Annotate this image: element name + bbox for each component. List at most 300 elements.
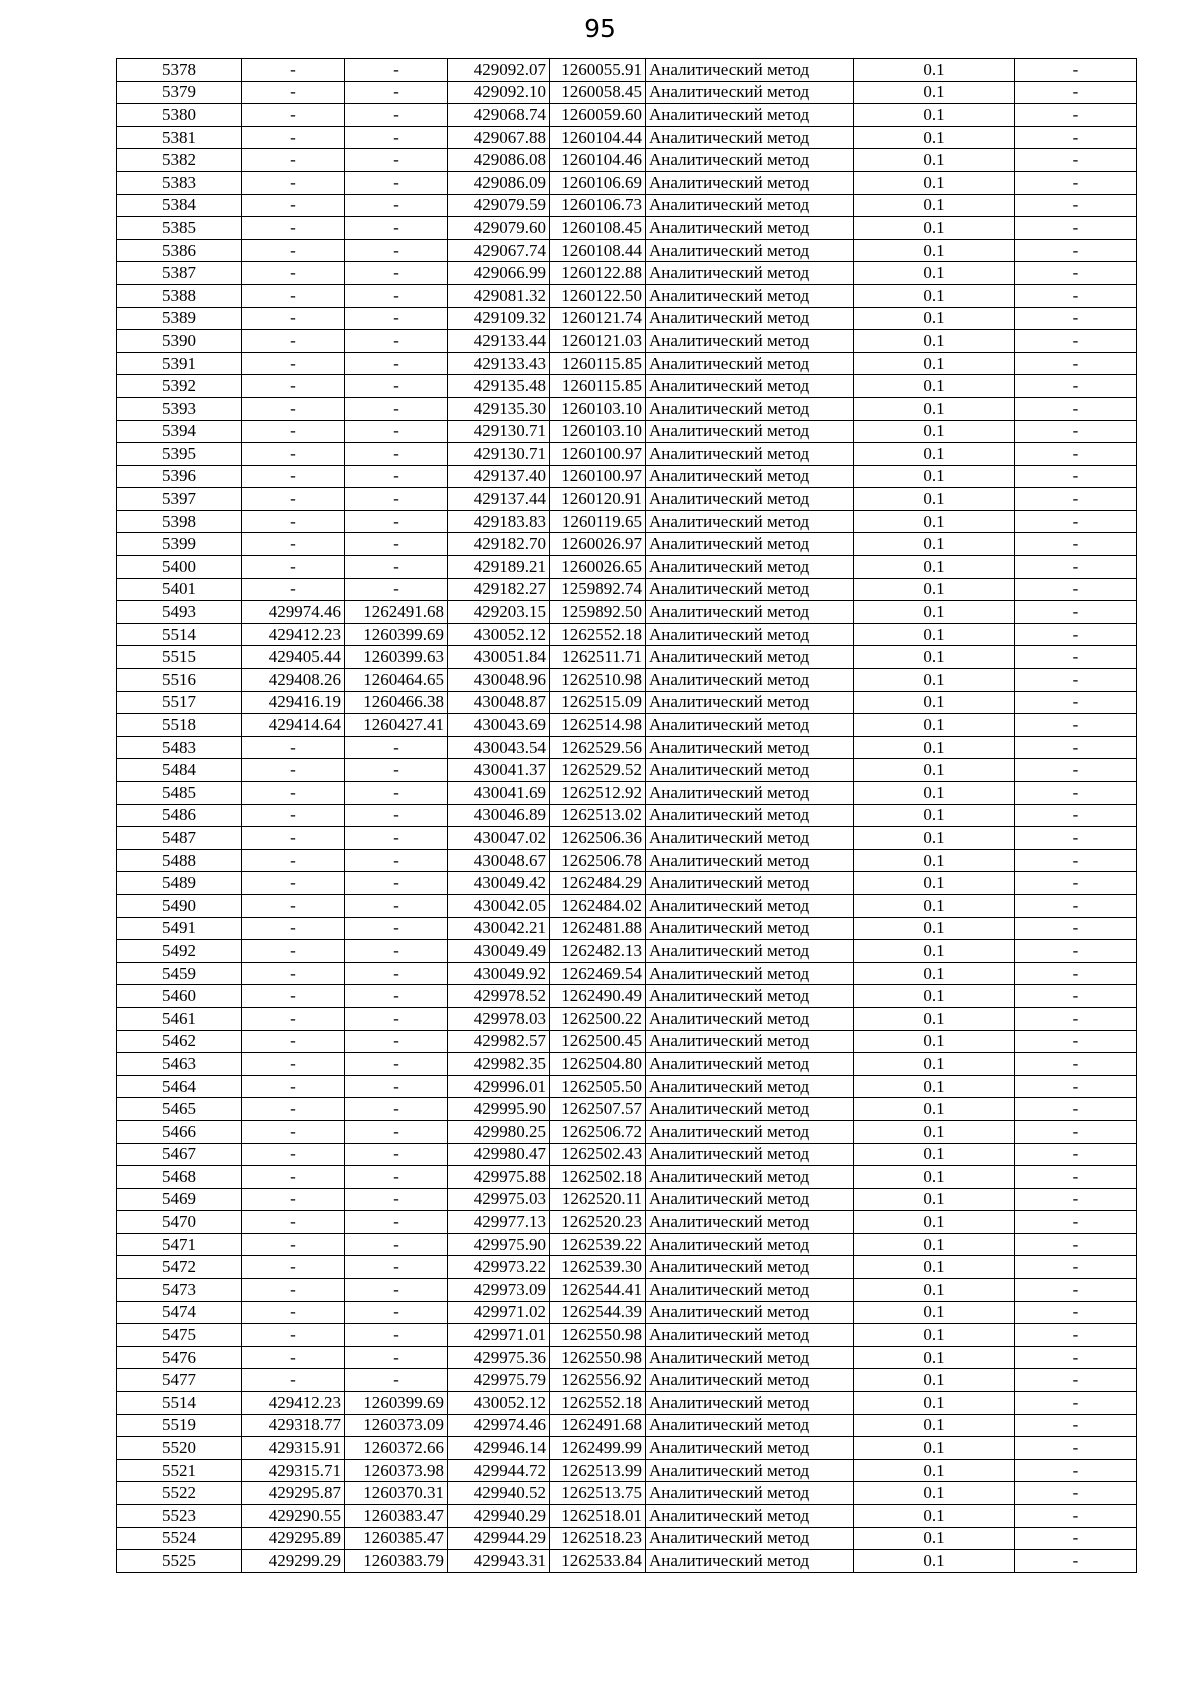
method-cell: Аналитический метод bbox=[646, 533, 854, 556]
accuracy-cell: 0.1 bbox=[854, 1233, 1015, 1256]
table-row bbox=[117, 894, 1137, 917]
table-row bbox=[117, 1392, 1137, 1415]
new-y-cell: 1262482.13 bbox=[550, 940, 646, 963]
new-y-cell: 1262505.50 bbox=[550, 1075, 646, 1098]
method-cell: Аналитический метод bbox=[646, 352, 854, 375]
old-y-cell: - bbox=[345, 330, 448, 353]
old-x-cell: - bbox=[242, 420, 345, 443]
page-number: 95 bbox=[584, 14, 616, 43]
new-y-cell: 1260115.85 bbox=[550, 375, 646, 398]
table-row bbox=[117, 940, 1137, 963]
note-cell: - bbox=[1015, 443, 1137, 466]
note-cell: - bbox=[1015, 623, 1137, 646]
point-number-cell: 5488 bbox=[117, 849, 242, 872]
new-x-cell: 430051.84 bbox=[448, 646, 550, 669]
table-row bbox=[117, 149, 1137, 172]
point-number-cell: 5517 bbox=[117, 691, 242, 714]
table-row bbox=[117, 375, 1137, 398]
table-row bbox=[117, 601, 1137, 624]
new-x-cell: 429092.07 bbox=[448, 59, 550, 82]
old-y-cell: - bbox=[345, 284, 448, 307]
new-x-cell: 430047.02 bbox=[448, 827, 550, 850]
table-row bbox=[117, 1527, 1137, 1550]
old-y-cell: - bbox=[345, 1120, 448, 1143]
old-y-cell: - bbox=[345, 827, 448, 850]
accuracy-cell: 0.1 bbox=[854, 217, 1015, 240]
note-cell: - bbox=[1015, 736, 1137, 759]
point-number-cell: 5474 bbox=[117, 1301, 242, 1324]
note-cell: - bbox=[1015, 465, 1137, 488]
old-x-cell: - bbox=[242, 1301, 345, 1324]
note-cell: - bbox=[1015, 375, 1137, 398]
note-cell: - bbox=[1015, 1211, 1137, 1234]
new-y-cell: 1262513.02 bbox=[550, 804, 646, 827]
note-cell: - bbox=[1015, 126, 1137, 149]
table-row bbox=[117, 217, 1137, 240]
old-y-cell: - bbox=[345, 1053, 448, 1076]
note-cell: - bbox=[1015, 307, 1137, 330]
note-cell: - bbox=[1015, 669, 1137, 692]
new-y-cell: 1260103.10 bbox=[550, 397, 646, 420]
method-cell: Аналитический метод bbox=[646, 171, 854, 194]
note-cell: - bbox=[1015, 1143, 1137, 1166]
old-x-cell: - bbox=[242, 352, 345, 375]
old-x-cell: - bbox=[242, 1256, 345, 1279]
old-y-cell: - bbox=[345, 397, 448, 420]
accuracy-cell: 0.1 bbox=[854, 1188, 1015, 1211]
method-cell: Аналитический метод bbox=[646, 1437, 854, 1460]
accuracy-cell: 0.1 bbox=[854, 1324, 1015, 1347]
new-y-cell: 1262552.18 bbox=[550, 1392, 646, 1415]
point-number-cell: 5516 bbox=[117, 669, 242, 692]
accuracy-cell: 0.1 bbox=[854, 782, 1015, 805]
old-y-cell: 1260399.63 bbox=[345, 646, 448, 669]
table-row bbox=[117, 488, 1137, 511]
old-y-cell: - bbox=[345, 307, 448, 330]
point-number-cell: 5525 bbox=[117, 1550, 242, 1573]
old-y-cell: - bbox=[345, 985, 448, 1008]
accuracy-cell: 0.1 bbox=[854, 1120, 1015, 1143]
method-cell: Аналитический метод bbox=[646, 1482, 854, 1505]
old-x-cell: - bbox=[242, 194, 345, 217]
note-cell: - bbox=[1015, 171, 1137, 194]
accuracy-cell: 0.1 bbox=[854, 1098, 1015, 1121]
note-cell: - bbox=[1015, 714, 1137, 737]
old-y-cell: 1260466.38 bbox=[345, 691, 448, 714]
accuracy-cell: 0.1 bbox=[854, 1053, 1015, 1076]
old-x-cell: 429295.87 bbox=[242, 1482, 345, 1505]
table-row bbox=[117, 262, 1137, 285]
table-row bbox=[117, 1030, 1137, 1053]
point-number-cell: 5522 bbox=[117, 1482, 242, 1505]
method-cell: Аналитический метод bbox=[646, 1007, 854, 1030]
new-y-cell: 1262556.92 bbox=[550, 1369, 646, 1392]
old-x-cell: - bbox=[242, 510, 345, 533]
old-y-cell: - bbox=[345, 1098, 448, 1121]
old-y-cell: 1260370.31 bbox=[345, 1482, 448, 1505]
table-row bbox=[117, 917, 1137, 940]
accuracy-cell: 0.1 bbox=[854, 397, 1015, 420]
new-y-cell: 1262533.84 bbox=[550, 1550, 646, 1573]
point-number-cell: 5395 bbox=[117, 443, 242, 466]
point-number-cell: 5392 bbox=[117, 375, 242, 398]
new-x-cell: 430049.42 bbox=[448, 872, 550, 895]
old-y-cell: - bbox=[345, 1075, 448, 1098]
note-cell: - bbox=[1015, 194, 1137, 217]
new-y-cell: 1262500.45 bbox=[550, 1030, 646, 1053]
accuracy-cell: 0.1 bbox=[854, 59, 1015, 82]
method-cell: Аналитический метод bbox=[646, 1166, 854, 1189]
point-number-cell: 5485 bbox=[117, 782, 242, 805]
accuracy-cell: 0.1 bbox=[854, 1346, 1015, 1369]
method-cell: Аналитический метод bbox=[646, 262, 854, 285]
old-y-cell: - bbox=[345, 352, 448, 375]
point-number-cell: 5379 bbox=[117, 81, 242, 104]
old-x-cell: - bbox=[242, 397, 345, 420]
accuracy-cell: 0.1 bbox=[854, 1030, 1015, 1053]
new-y-cell: 1262502.18 bbox=[550, 1166, 646, 1189]
new-y-cell: 1260104.44 bbox=[550, 126, 646, 149]
new-x-cell: 430049.49 bbox=[448, 940, 550, 963]
note-cell: - bbox=[1015, 556, 1137, 579]
table-row bbox=[117, 962, 1137, 985]
new-y-cell: 1260059.60 bbox=[550, 104, 646, 127]
new-y-cell: 1262510.98 bbox=[550, 669, 646, 692]
old-x-cell: - bbox=[242, 1166, 345, 1189]
new-y-cell: 1262504.80 bbox=[550, 1053, 646, 1076]
accuracy-cell: 0.1 bbox=[854, 533, 1015, 556]
note-cell: - bbox=[1015, 646, 1137, 669]
method-cell: Аналитический метод bbox=[646, 1527, 854, 1550]
point-number-cell: 5484 bbox=[117, 759, 242, 782]
point-number-cell: 5465 bbox=[117, 1098, 242, 1121]
new-x-cell: 429182.70 bbox=[448, 533, 550, 556]
new-x-cell: 429946.14 bbox=[448, 1437, 550, 1460]
point-number-cell: 5401 bbox=[117, 578, 242, 601]
note-cell: - bbox=[1015, 1098, 1137, 1121]
old-y-cell: - bbox=[345, 375, 448, 398]
old-x-cell: - bbox=[242, 782, 345, 805]
point-number-cell: 5471 bbox=[117, 1233, 242, 1256]
method-cell: Аналитический метод bbox=[646, 1414, 854, 1437]
new-x-cell: 429975.90 bbox=[448, 1233, 550, 1256]
old-y-cell: - bbox=[345, 1007, 448, 1030]
table-row bbox=[117, 1188, 1137, 1211]
accuracy-cell: 0.1 bbox=[854, 1527, 1015, 1550]
note-cell: - bbox=[1015, 1346, 1137, 1369]
note-cell: - bbox=[1015, 149, 1137, 172]
new-x-cell: 429109.32 bbox=[448, 307, 550, 330]
new-x-cell: 429944.72 bbox=[448, 1459, 550, 1482]
method-cell: Аналитический метод bbox=[646, 691, 854, 714]
new-y-cell: 1260121.03 bbox=[550, 330, 646, 353]
old-x-cell: - bbox=[242, 1233, 345, 1256]
note-cell: - bbox=[1015, 985, 1137, 1008]
new-x-cell: 430052.12 bbox=[448, 1392, 550, 1415]
new-y-cell: 1262544.41 bbox=[550, 1279, 646, 1302]
old-x-cell: - bbox=[242, 1007, 345, 1030]
table-row bbox=[117, 1098, 1137, 1121]
point-number-cell: 5470 bbox=[117, 1211, 242, 1234]
accuracy-cell: 0.1 bbox=[854, 736, 1015, 759]
new-x-cell: 429940.29 bbox=[448, 1505, 550, 1528]
method-cell: Аналитический метод bbox=[646, 1505, 854, 1528]
new-x-cell: 430052.12 bbox=[448, 623, 550, 646]
old-x-cell: - bbox=[242, 917, 345, 940]
table-row bbox=[117, 330, 1137, 353]
table-row bbox=[117, 194, 1137, 217]
table-row bbox=[117, 691, 1137, 714]
point-number-cell: 5518 bbox=[117, 714, 242, 737]
accuracy-cell: 0.1 bbox=[854, 1392, 1015, 1415]
note-cell: - bbox=[1015, 59, 1137, 82]
new-x-cell: 429977.13 bbox=[448, 1211, 550, 1234]
method-cell: Аналитический метод bbox=[646, 1075, 854, 1098]
note-cell: - bbox=[1015, 691, 1137, 714]
note-cell: - bbox=[1015, 104, 1137, 127]
point-number-cell: 5492 bbox=[117, 940, 242, 963]
old-x-cell: - bbox=[242, 59, 345, 82]
method-cell: Аналитический метод bbox=[646, 849, 854, 872]
note-cell: - bbox=[1015, 1482, 1137, 1505]
old-x-cell: - bbox=[242, 827, 345, 850]
table-row bbox=[117, 556, 1137, 579]
old-y-cell: - bbox=[345, 239, 448, 262]
new-x-cell: 429189.21 bbox=[448, 556, 550, 579]
old-x-cell: - bbox=[242, 1324, 345, 1347]
note-cell: - bbox=[1015, 510, 1137, 533]
point-number-cell: 5391 bbox=[117, 352, 242, 375]
old-y-cell: - bbox=[345, 1324, 448, 1347]
new-x-cell: 429973.22 bbox=[448, 1256, 550, 1279]
new-y-cell: 1262550.98 bbox=[550, 1324, 646, 1347]
new-x-cell: 430048.87 bbox=[448, 691, 550, 714]
table-row bbox=[117, 1211, 1137, 1234]
accuracy-cell: 0.1 bbox=[854, 940, 1015, 963]
point-number-cell: 5523 bbox=[117, 1505, 242, 1528]
point-number-cell: 5399 bbox=[117, 533, 242, 556]
accuracy-cell: 0.1 bbox=[854, 465, 1015, 488]
method-cell: Аналитический метод bbox=[646, 104, 854, 127]
old-x-cell: 429414.64 bbox=[242, 714, 345, 737]
old-y-cell: - bbox=[345, 894, 448, 917]
old-y-cell: - bbox=[345, 872, 448, 895]
new-y-cell: 1260100.97 bbox=[550, 443, 646, 466]
note-cell: - bbox=[1015, 284, 1137, 307]
point-number-cell: 5381 bbox=[117, 126, 242, 149]
table-row bbox=[117, 578, 1137, 601]
new-y-cell: 1262518.01 bbox=[550, 1505, 646, 1528]
accuracy-cell: 0.1 bbox=[854, 375, 1015, 398]
note-cell: - bbox=[1015, 782, 1137, 805]
new-y-cell: 1262529.52 bbox=[550, 759, 646, 782]
old-x-cell: - bbox=[242, 488, 345, 511]
new-y-cell: 1260122.50 bbox=[550, 284, 646, 307]
point-number-cell: 5472 bbox=[117, 1256, 242, 1279]
new-y-cell: 1262491.68 bbox=[550, 1414, 646, 1437]
accuracy-cell: 0.1 bbox=[854, 827, 1015, 850]
old-y-cell: 1260427.41 bbox=[345, 714, 448, 737]
new-y-cell: 1260026.65 bbox=[550, 556, 646, 579]
new-y-cell: 1262506.78 bbox=[550, 849, 646, 872]
new-y-cell: 1262515.09 bbox=[550, 691, 646, 714]
old-y-cell: - bbox=[345, 465, 448, 488]
accuracy-cell: 0.1 bbox=[854, 1143, 1015, 1166]
accuracy-cell: 0.1 bbox=[854, 894, 1015, 917]
old-y-cell: - bbox=[345, 1030, 448, 1053]
method-cell: Аналитический метод bbox=[646, 1256, 854, 1279]
old-x-cell: - bbox=[242, 985, 345, 1008]
table-row bbox=[117, 1459, 1137, 1482]
method-cell: Аналитический метод bbox=[646, 1369, 854, 1392]
old-x-cell: 429318.77 bbox=[242, 1414, 345, 1437]
new-y-cell: 1260108.45 bbox=[550, 217, 646, 240]
method-cell: Аналитический метод bbox=[646, 1392, 854, 1415]
new-y-cell: 1260100.97 bbox=[550, 465, 646, 488]
method-cell: Аналитический метод bbox=[646, 1301, 854, 1324]
point-number-cell: 5493 bbox=[117, 601, 242, 624]
note-cell: - bbox=[1015, 1120, 1137, 1143]
old-y-cell: - bbox=[345, 1188, 448, 1211]
table-row bbox=[117, 804, 1137, 827]
point-number-cell: 5487 bbox=[117, 827, 242, 850]
new-x-cell: 429971.01 bbox=[448, 1324, 550, 1347]
accuracy-cell: 0.1 bbox=[854, 962, 1015, 985]
method-cell: Аналитический метод bbox=[646, 1211, 854, 1234]
method-cell: Аналитический метод bbox=[646, 1233, 854, 1256]
point-number-cell: 5468 bbox=[117, 1166, 242, 1189]
old-y-cell: - bbox=[345, 59, 448, 82]
new-y-cell: 1262514.98 bbox=[550, 714, 646, 737]
new-x-cell: 429978.52 bbox=[448, 985, 550, 1008]
new-y-cell: 1259892.50 bbox=[550, 601, 646, 624]
point-number-cell: 5467 bbox=[117, 1143, 242, 1166]
old-x-cell: - bbox=[242, 1369, 345, 1392]
new-x-cell: 429975.79 bbox=[448, 1369, 550, 1392]
method-cell: Аналитический метод bbox=[646, 1053, 854, 1076]
old-x-cell: - bbox=[242, 736, 345, 759]
accuracy-cell: 0.1 bbox=[854, 488, 1015, 511]
accuracy-cell: 0.1 bbox=[854, 623, 1015, 646]
point-number-cell: 5397 bbox=[117, 488, 242, 511]
new-y-cell: 1262539.30 bbox=[550, 1256, 646, 1279]
new-x-cell: 430041.69 bbox=[448, 782, 550, 805]
accuracy-cell: 0.1 bbox=[854, 510, 1015, 533]
accuracy-cell: 0.1 bbox=[854, 1301, 1015, 1324]
note-cell: - bbox=[1015, 1459, 1137, 1482]
new-x-cell: 429974.46 bbox=[448, 1414, 550, 1437]
point-number-cell: 5387 bbox=[117, 262, 242, 285]
method-cell: Аналитический метод bbox=[646, 443, 854, 466]
point-number-cell: 5400 bbox=[117, 556, 242, 579]
point-number-cell: 5524 bbox=[117, 1527, 242, 1550]
accuracy-cell: 0.1 bbox=[854, 985, 1015, 1008]
point-number-cell: 5520 bbox=[117, 1437, 242, 1460]
old-y-cell: 1260399.69 bbox=[345, 623, 448, 646]
method-cell: Аналитический метод bbox=[646, 149, 854, 172]
method-cell: Аналитический метод bbox=[646, 375, 854, 398]
method-cell: Аналитический метод bbox=[646, 239, 854, 262]
method-cell: Аналитический метод bbox=[646, 872, 854, 895]
new-y-cell: 1262544.39 bbox=[550, 1301, 646, 1324]
new-y-cell: 1262469.54 bbox=[550, 962, 646, 985]
point-number-cell: 5459 bbox=[117, 962, 242, 985]
old-y-cell: 1260373.98 bbox=[345, 1459, 448, 1482]
new-y-cell: 1262511.71 bbox=[550, 646, 646, 669]
new-x-cell: 429081.32 bbox=[448, 284, 550, 307]
old-y-cell: - bbox=[345, 578, 448, 601]
old-x-cell: - bbox=[242, 1075, 345, 1098]
new-y-cell: 1260104.46 bbox=[550, 149, 646, 172]
accuracy-cell: 0.1 bbox=[854, 1550, 1015, 1573]
point-number-cell: 5390 bbox=[117, 330, 242, 353]
old-x-cell: 429412.23 bbox=[242, 1392, 345, 1415]
new-y-cell: 1262520.11 bbox=[550, 1188, 646, 1211]
old-x-cell: - bbox=[242, 759, 345, 782]
new-x-cell: 429079.60 bbox=[448, 217, 550, 240]
new-y-cell: 1260103.10 bbox=[550, 420, 646, 443]
point-number-cell: 5514 bbox=[117, 623, 242, 646]
method-cell: Аналитический метод bbox=[646, 917, 854, 940]
table-row bbox=[117, 1324, 1137, 1347]
note-cell: - bbox=[1015, 849, 1137, 872]
accuracy-cell: 0.1 bbox=[854, 556, 1015, 579]
accuracy-cell: 0.1 bbox=[854, 1369, 1015, 1392]
new-x-cell: 429133.43 bbox=[448, 352, 550, 375]
new-x-cell: 429068.74 bbox=[448, 104, 550, 127]
accuracy-cell: 0.1 bbox=[854, 917, 1015, 940]
method-cell: Аналитический метод bbox=[646, 1098, 854, 1121]
note-cell: - bbox=[1015, 1392, 1137, 1415]
method-cell: Аналитический метод bbox=[646, 1030, 854, 1053]
method-cell: Аналитический метод bbox=[646, 782, 854, 805]
table-row bbox=[117, 1550, 1137, 1573]
point-number-cell: 5476 bbox=[117, 1346, 242, 1369]
new-y-cell: 1262552.18 bbox=[550, 623, 646, 646]
accuracy-cell: 0.1 bbox=[854, 646, 1015, 669]
new-y-cell: 1262499.99 bbox=[550, 1437, 646, 1460]
point-number-cell: 5378 bbox=[117, 59, 242, 82]
note-cell: - bbox=[1015, 601, 1137, 624]
old-x-cell: - bbox=[242, 578, 345, 601]
old-x-cell: - bbox=[242, 330, 345, 353]
point-number-cell: 5380 bbox=[117, 104, 242, 127]
new-x-cell: 429079.59 bbox=[448, 194, 550, 217]
accuracy-cell: 0.1 bbox=[854, 804, 1015, 827]
method-cell: Аналитический метод bbox=[646, 1550, 854, 1573]
new-y-cell: 1260058.45 bbox=[550, 81, 646, 104]
old-y-cell: 1260383.79 bbox=[345, 1550, 448, 1573]
new-x-cell: 430043.69 bbox=[448, 714, 550, 737]
coordinates-table bbox=[116, 58, 1137, 1573]
accuracy-cell: 0.1 bbox=[854, 149, 1015, 172]
new-x-cell: 429130.71 bbox=[448, 443, 550, 466]
new-x-cell: 429975.36 bbox=[448, 1346, 550, 1369]
new-x-cell: 430042.21 bbox=[448, 917, 550, 940]
point-number-cell: 5393 bbox=[117, 397, 242, 420]
new-x-cell: 429130.71 bbox=[448, 420, 550, 443]
note-cell: - bbox=[1015, 1527, 1137, 1550]
table-row bbox=[117, 1482, 1137, 1505]
method-cell: Аналитический метод bbox=[646, 578, 854, 601]
old-x-cell: - bbox=[242, 1279, 345, 1302]
new-y-cell: 1260122.88 bbox=[550, 262, 646, 285]
note-cell: - bbox=[1015, 894, 1137, 917]
old-x-cell: 429974.46 bbox=[242, 601, 345, 624]
old-y-cell: - bbox=[345, 962, 448, 985]
old-x-cell: 429299.29 bbox=[242, 1550, 345, 1573]
new-x-cell: 429975.03 bbox=[448, 1188, 550, 1211]
